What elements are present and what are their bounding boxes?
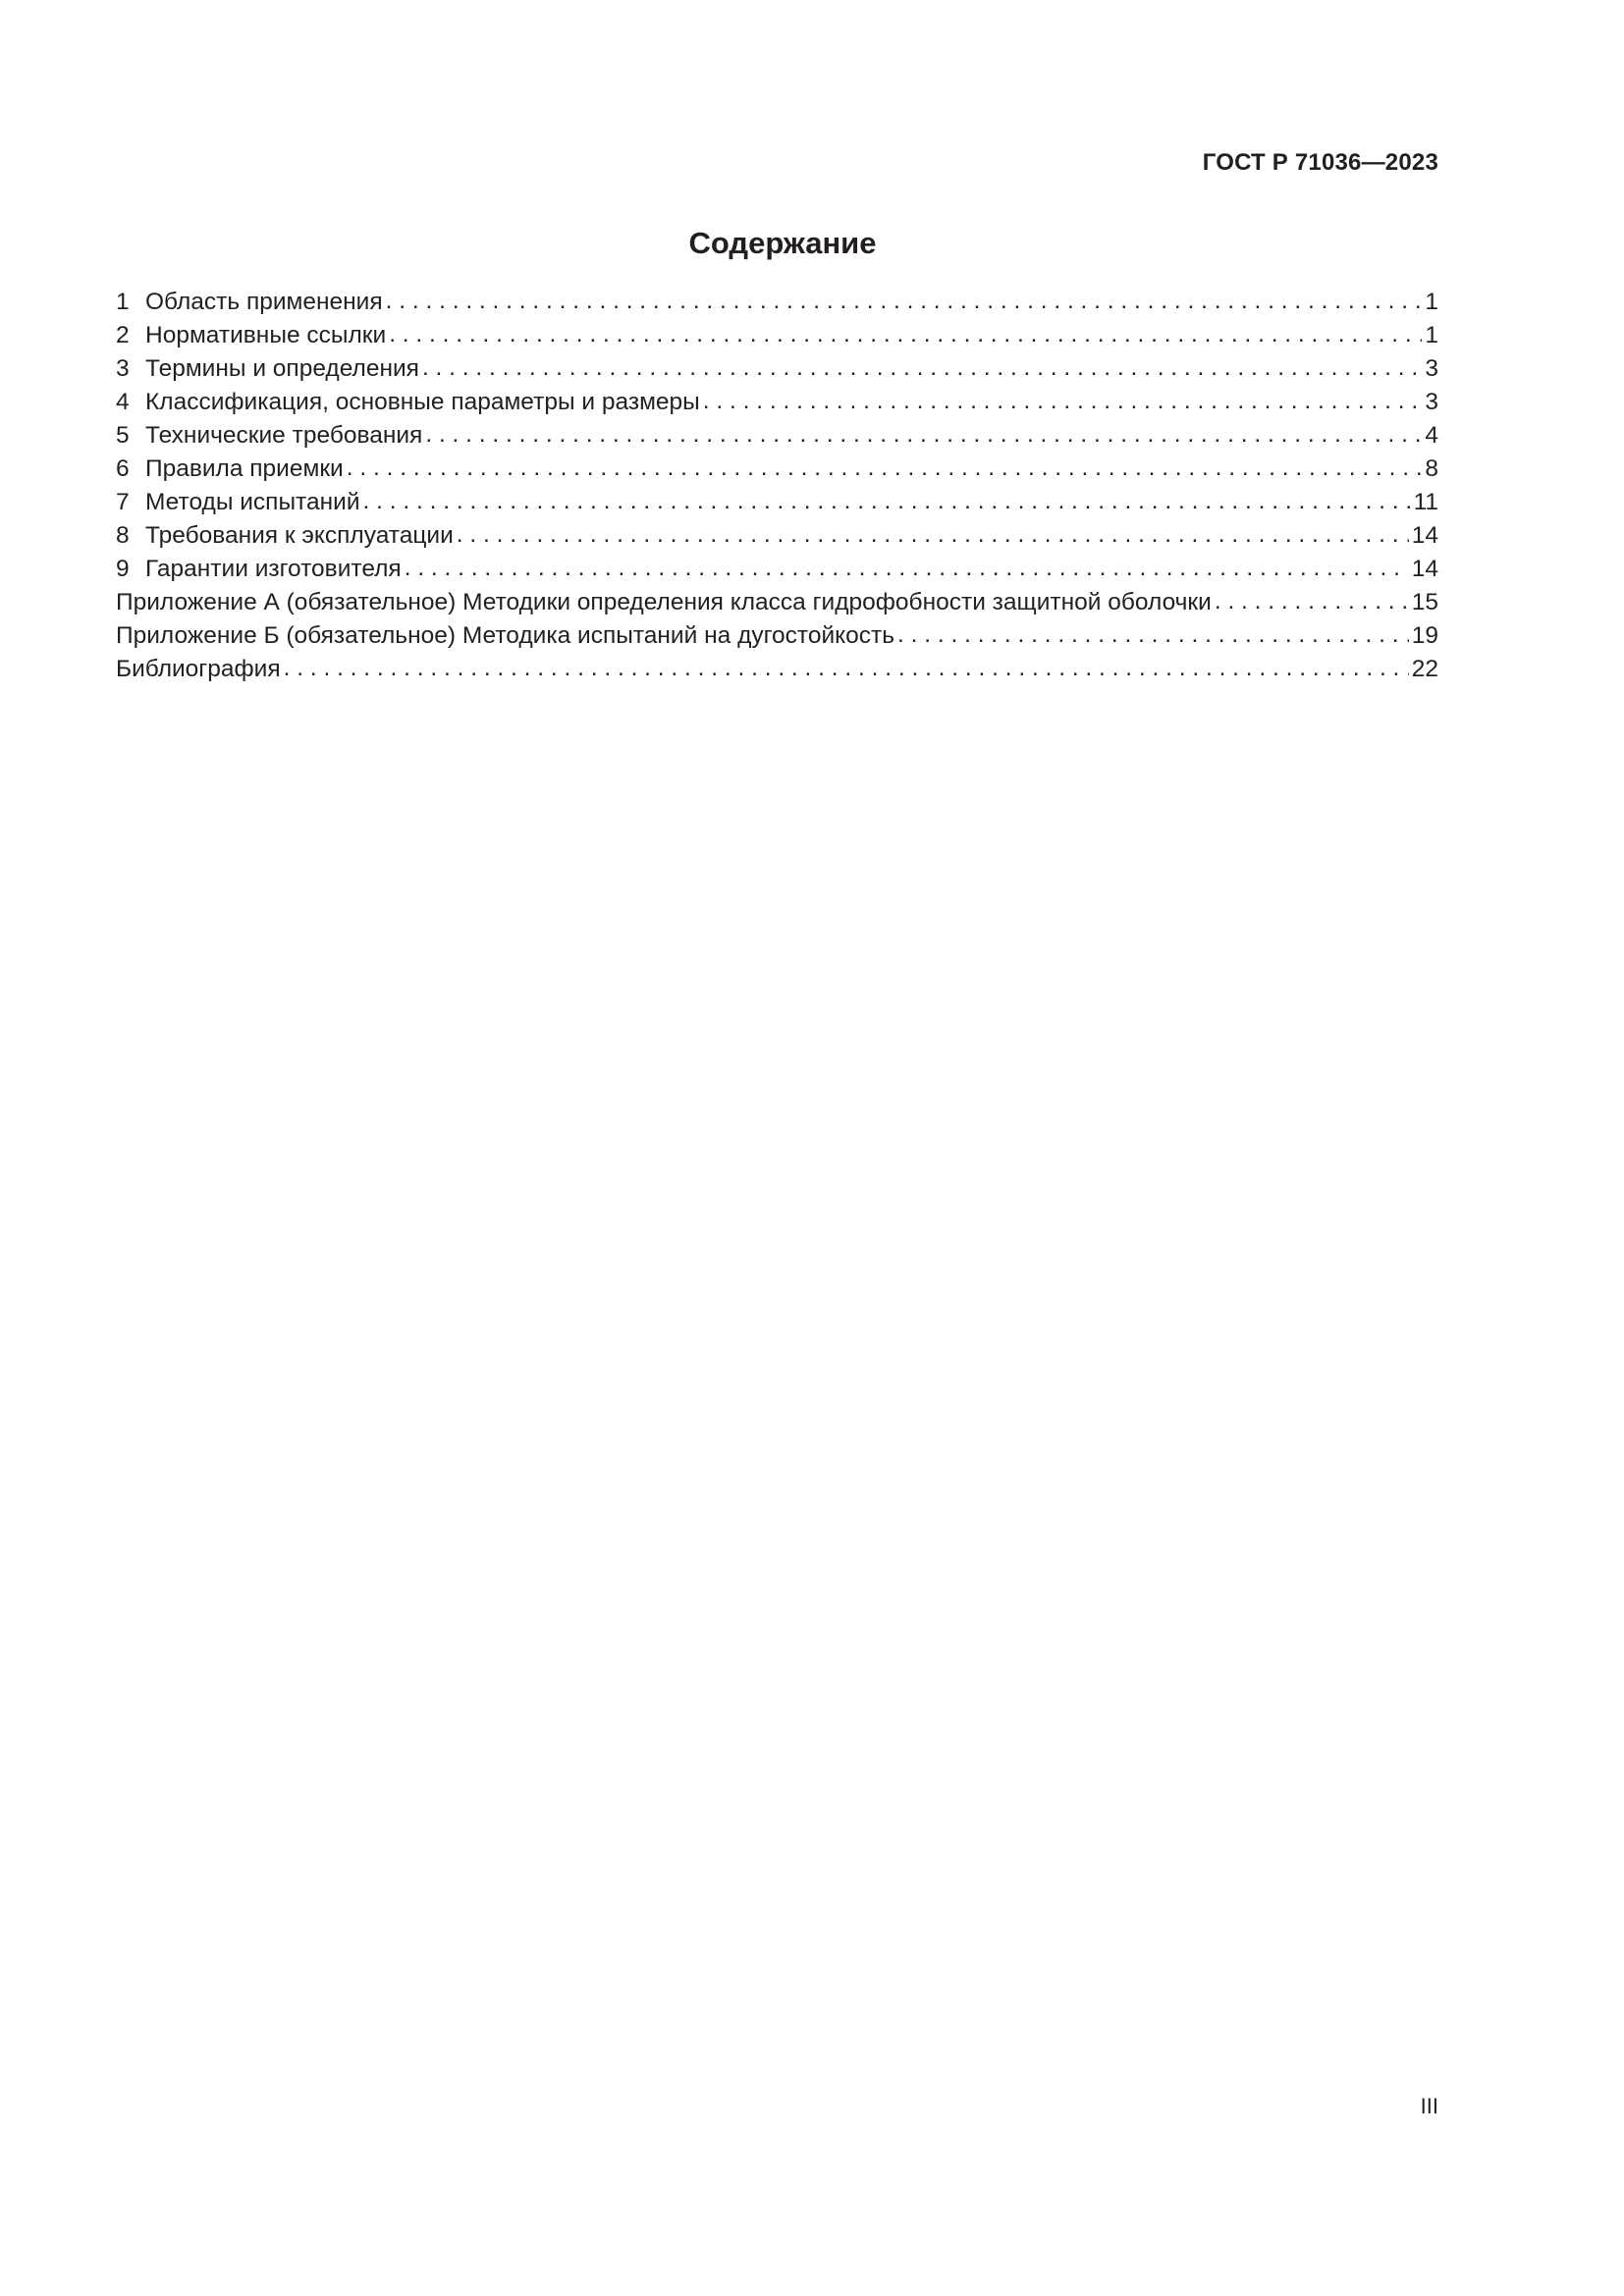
page-number: III: [1420, 2094, 1438, 2118]
toc-entry-number: 9: [116, 556, 130, 582]
toc-entry[interactable]: [116, 419, 1438, 453]
toc-entry[interactable]: [116, 319, 1438, 352]
toc-entry-page: 4: [1425, 422, 1438, 449]
dot-leader: [1215, 585, 1409, 618]
dot-leader: [457, 518, 1409, 552]
dot-leader: [347, 452, 1423, 485]
toc-entry[interactable]: [116, 519, 1438, 553]
toc-entry-label: Область применения: [145, 289, 383, 315]
toc-entry-label: Приложение Б (обязательное) Методика испытаний на дугостойкость: [116, 622, 895, 649]
toc-entry[interactable]: [116, 386, 1438, 419]
toc-title: Содержание: [688, 226, 877, 260]
dot-leader: [386, 285, 1423, 318]
toc-entry-page: 8: [1425, 455, 1438, 482]
table-of-contents: [116, 286, 1438, 686]
toc-entry[interactable]: [116, 352, 1438, 386]
toc-entry-label: Термины и определения: [145, 355, 419, 382]
toc-entry[interactable]: [116, 453, 1438, 486]
toc-entry-number: 4: [116, 389, 130, 415]
toc-entry-label: Нормативные ссылки: [145, 322, 387, 348]
toc-entry-page: 14: [1411, 556, 1438, 582]
toc-entry[interactable]: [116, 553, 1438, 586]
dot-leader: [425, 418, 1422, 452]
toc-entry-bibliography[interactable]: [116, 653, 1438, 686]
toc-entry-page: 15: [1411, 589, 1438, 615]
toc-entry-label: Технические требования: [145, 422, 423, 449]
toc-entry-label: Классификация, основные параметры и размеры: [145, 389, 700, 415]
toc-entry-label: Правила приемки: [145, 455, 344, 482]
toc-entry-page: 3: [1425, 355, 1438, 382]
toc-entry-page: 14: [1411, 522, 1438, 549]
toc-entry-label: Библиография: [116, 656, 281, 682]
toc-entry[interactable]: [116, 286, 1438, 319]
toc-entry-page: 1: [1425, 289, 1438, 315]
toc-entry-number: 8: [116, 522, 130, 549]
dot-leader: [422, 351, 1422, 385]
toc-entry-number: 5: [116, 422, 130, 449]
toc-entry-page: 1: [1425, 322, 1438, 348]
toc-entry-label: Гарантии изготовителя: [145, 556, 402, 582]
toc-entry-label: Приложение А (обязательное) Методики определения класса гидрофобности защитной оболочки: [116, 589, 1212, 615]
toc-entry-page: 3: [1425, 389, 1438, 415]
toc-entry[interactable]: [116, 486, 1438, 519]
dot-leader: [405, 552, 1409, 585]
toc-entry-number: 6: [116, 455, 130, 482]
toc-entry-page: 11: [1413, 489, 1438, 515]
dot-leader: [703, 385, 1423, 418]
toc-entry-label: Методы испытаний: [145, 489, 360, 515]
toc-entry-number: 7: [116, 489, 130, 515]
document-code: ГОСТ Р 71036—2023: [1202, 149, 1438, 176]
dot-leader: [363, 485, 1411, 518]
dot-leader: [389, 318, 1422, 351]
dot-leader: [284, 652, 1409, 685]
toc-entry-page: 19: [1411, 622, 1438, 649]
toc-entry-appendix-a[interactable]: [116, 586, 1438, 619]
dot-leader: [897, 618, 1409, 652]
toc-entry-number: 1: [116, 289, 130, 315]
toc-entry-page: 22: [1411, 656, 1438, 682]
toc-entry-label: Требования к эксплуатации: [145, 522, 454, 549]
toc-entry-appendix-b[interactable]: [116, 619, 1438, 653]
toc-entry-number: 3: [116, 355, 130, 382]
toc-entry-number: 2: [116, 322, 130, 348]
